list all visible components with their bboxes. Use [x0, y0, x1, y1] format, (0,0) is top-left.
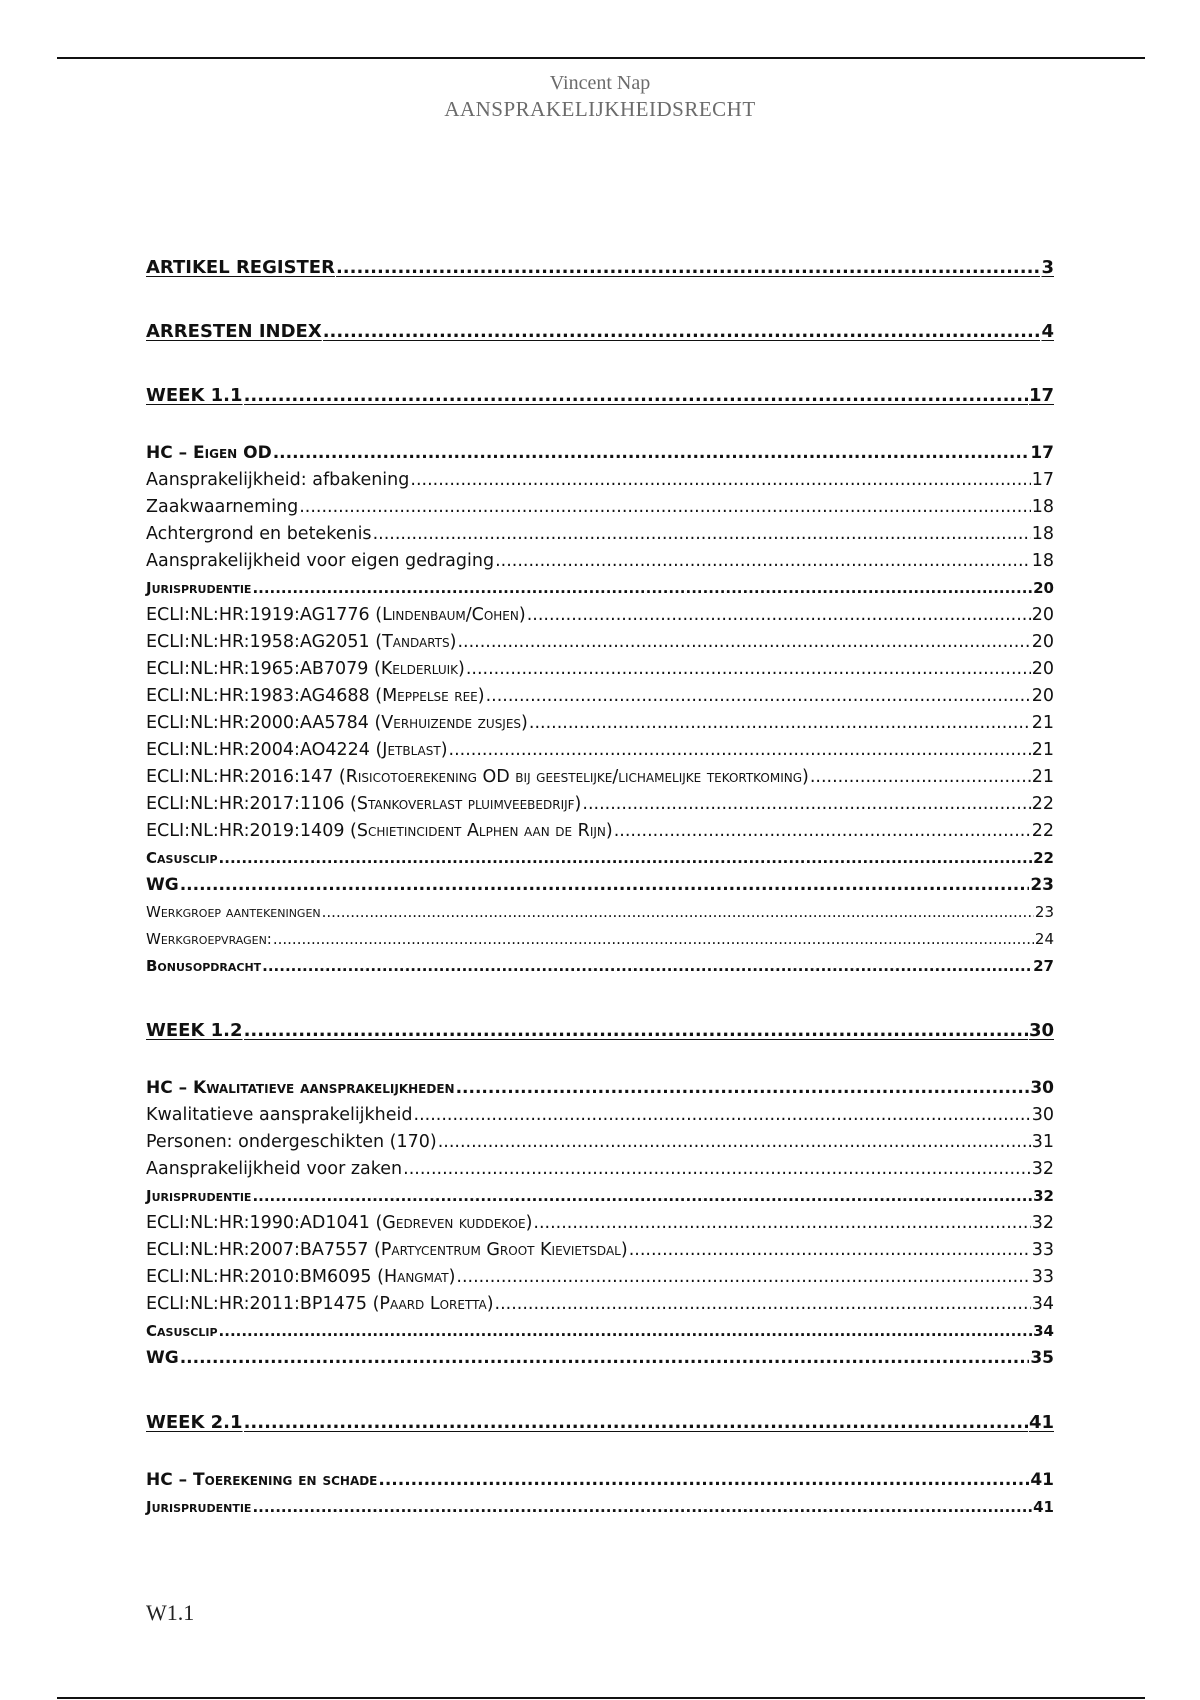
toc-entry-label: ECLI:NL:HR:2010:BM6095 (Hangmat) — [146, 1267, 456, 1287]
document-header — [0, 70, 1200, 122]
toc-entry-page-number: 32 — [1033, 1187, 1054, 1205]
toc-entry-label: Aansprakelijkheid voor zaken — [146, 1159, 403, 1179]
toc-dot-leader — [252, 575, 1032, 602]
toc-entry-label: ECLI:NL:HR:2011:BP1475 (Paard Loretta) — [146, 1294, 494, 1314]
toc-entry[interactable] — [146, 521, 1054, 548]
toc-entry[interactable] — [146, 467, 1054, 494]
toc-entry-page-number: 17 — [1028, 385, 1054, 406]
toc-entry-label: Werkgroepvragen: — [146, 930, 272, 948]
toc-entry-label: ECLI:NL:HR:1990:AD1041 (Gedreven kuddekoe) — [146, 1213, 533, 1233]
toc-entry-page-number: 34 — [1033, 1322, 1054, 1340]
toc-entry-page-number: 22 — [1033, 849, 1054, 867]
toc-entry-label: Kwalitatieve aansprakelijkheid — [146, 1105, 413, 1125]
toc-entry-label: ARRESTEN INDEX — [146, 321, 322, 342]
toc-entry[interactable] — [146, 629, 1054, 656]
toc-entry-page-number: 21 — [1031, 713, 1054, 733]
toc-entry[interactable] — [146, 1264, 1054, 1291]
toc-dot-leader — [466, 656, 1031, 683]
toc-entry[interactable] — [146, 710, 1054, 737]
toc-entry-label: ECLI:NL:HR:1919:AG1776 (Lindenbaum/Cohen) — [146, 605, 526, 625]
toc-entry[interactable] — [146, 254, 1054, 281]
toc-entry[interactable] — [146, 1183, 1054, 1210]
toc-entry-page-number: 20 — [1031, 632, 1054, 652]
toc-entry[interactable] — [146, 926, 1054, 953]
toc-dot-leader — [456, 1075, 1030, 1102]
toc-dot-leader — [529, 710, 1031, 737]
toc-dot-leader — [322, 899, 1034, 926]
toc-entry-page-number: 24 — [1034, 930, 1054, 948]
toc-entry-label: Jurisprudentie — [146, 1187, 252, 1205]
toc-dot-leader — [252, 1494, 1032, 1521]
toc-dot-leader — [449, 737, 1031, 764]
toc-entry-label: WG — [146, 1348, 179, 1368]
toc-entry-label: Jurisprudentie — [146, 579, 252, 597]
toc-dot-leader — [495, 548, 1031, 575]
toc-entry-page-number: 3 — [1041, 257, 1054, 278]
toc-entry-page-number: 33 — [1031, 1267, 1054, 1287]
toc-entry-page-number: 41 — [1030, 1470, 1054, 1490]
toc-entry[interactable] — [146, 1467, 1054, 1494]
toc-dot-leader — [403, 1156, 1031, 1183]
top-rule — [57, 57, 1145, 59]
document-title: AANSPRAKELIJKHEIDSRECHT — [444, 97, 756, 121]
toc-entry-label: Casusclip — [146, 1322, 218, 1340]
toc-entry-page-number: 22 — [1031, 821, 1054, 841]
toc-dot-leader — [252, 1183, 1032, 1210]
toc-entry[interactable] — [146, 872, 1054, 899]
toc-entry-label: Aansprakelijkheid voor eigen gedraging — [146, 551, 495, 571]
toc-entry[interactable] — [146, 440, 1054, 467]
toc-dot-leader — [244, 1017, 1028, 1044]
toc-spacer — [146, 1436, 1054, 1467]
toc-entry[interactable] — [146, 1494, 1054, 1521]
toc-entry[interactable] — [146, 548, 1054, 575]
toc-dot-leader — [378, 1467, 1029, 1494]
toc-dot-leader — [438, 1129, 1031, 1156]
toc-dot-leader — [244, 382, 1028, 409]
toc-dot-leader — [323, 318, 1041, 345]
toc-dot-leader — [486, 683, 1031, 710]
toc-entry-page-number: 23 — [1034, 903, 1054, 921]
toc-dot-leader — [180, 872, 1030, 899]
toc-dot-leader — [527, 602, 1031, 629]
toc-entry[interactable] — [146, 764, 1054, 791]
toc-entry-page-number: 41 — [1028, 1412, 1054, 1433]
toc-dot-leader — [810, 764, 1031, 791]
toc-entry-label: ECLI:NL:HR:2004:AO4224 (Jetblast) — [146, 740, 448, 760]
toc-entry[interactable] — [146, 602, 1054, 629]
toc-entry-label: ARTIKEL REGISTER — [146, 257, 335, 278]
toc-dot-leader — [336, 254, 1041, 281]
toc-dot-leader — [614, 818, 1031, 845]
toc-entry-label: WEEK 2.1 — [146, 1412, 243, 1433]
toc-entry-label: ECLI:NL:HR:1965:AB7079 (Kelderluik) — [146, 659, 465, 679]
toc-entry-page-number: 20 — [1031, 605, 1054, 625]
toc-dot-leader — [262, 953, 1032, 980]
toc-entry-label: ECLI:NL:HR:2017:1106 (Stankoverlast pluimveebedrijf) — [146, 794, 582, 814]
toc-dot-leader — [219, 1318, 1033, 1345]
toc-entry[interactable] — [146, 899, 1054, 926]
toc-dot-leader — [273, 926, 1034, 953]
toc-entry-label: Aansprakelijkheid: afbakening — [146, 470, 410, 490]
toc-entry[interactable] — [146, 1318, 1054, 1345]
toc-dot-leader — [414, 1102, 1031, 1129]
toc-entry[interactable] — [146, 382, 1054, 409]
toc-entry-page-number: 32 — [1031, 1159, 1054, 1179]
toc-entry-page-number: 35 — [1030, 1348, 1054, 1368]
toc-entry-label: HC – Kwalitatieve aansprakelijkheden — [146, 1078, 455, 1098]
table-of-contents — [146, 254, 1054, 1521]
toc-entry[interactable] — [146, 1237, 1054, 1264]
toc-entry-page-number: 4 — [1041, 321, 1054, 342]
toc-entry[interactable] — [146, 1345, 1054, 1372]
toc-entry-label: ECLI:NL:HR:2000:AA5784 (Verhuizende zusjes) — [146, 713, 528, 733]
toc-entry-page-number: 21 — [1031, 740, 1054, 760]
toc-entry[interactable] — [146, 1075, 1054, 1102]
toc-entry-page-number: 21 — [1031, 767, 1054, 787]
toc-dot-leader — [180, 1345, 1030, 1372]
toc-entry[interactable] — [146, 318, 1054, 345]
toc-dot-leader — [533, 1210, 1030, 1237]
toc-spacer — [146, 409, 1054, 440]
toc-spacer — [146, 281, 1054, 318]
toc-entry-label: WG — [146, 875, 179, 895]
toc-entry-label: Achtergrond en betekenis — [146, 524, 372, 544]
toc-entry-page-number: 17 — [1030, 443, 1054, 463]
toc-entry-label: ECLI:NL:HR:1958:AG2051 (Tandarts) — [146, 632, 457, 652]
toc-entry[interactable] — [146, 1409, 1054, 1436]
toc-entry-page-number: 31 — [1031, 1132, 1054, 1152]
toc-entry-page-number: 30 — [1028, 1020, 1054, 1041]
toc-dot-leader — [299, 494, 1031, 521]
toc-dot-leader — [244, 1409, 1028, 1436]
toc-entry-label: ECLI:NL:HR:1983:AG4688 (Meppelse ree) — [146, 686, 485, 706]
toc-entry[interactable] — [146, 1291, 1054, 1318]
toc-spacer — [146, 345, 1054, 382]
footer-section-label: W1.1 — [146, 1600, 195, 1625]
toc-dot-leader — [410, 467, 1030, 494]
toc-entry-label: HC – Toerekening en schade — [146, 1470, 378, 1490]
toc-entry-label: Jurisprudentie — [146, 1498, 252, 1516]
toc-entry-page-number: 34 — [1031, 1294, 1054, 1314]
toc-entry-label: ECLI:NL:HR:2016:147 (Risicotoerekening OD bij geestelijke/lichamelijke tekortkoming) — [146, 767, 809, 787]
toc-entry-label: Zaakwaarneming — [146, 497, 299, 517]
toc-entry-label: ECLI:NL:HR:2019:1409 (Schietincident Alphen aan de Rijn) — [146, 821, 613, 841]
toc-entry[interactable] — [146, 494, 1054, 521]
toc-dot-leader — [273, 440, 1030, 467]
toc-dot-leader — [456, 1264, 1030, 1291]
toc-dot-leader — [629, 1237, 1031, 1264]
toc-entry-page-number: 22 — [1031, 794, 1054, 814]
toc-entry-label: WEEK 1.1 — [146, 385, 243, 406]
toc-entry[interactable] — [146, 791, 1054, 818]
toc-entry-page-number: 32 — [1031, 1213, 1054, 1233]
toc-entry-page-number: 27 — [1033, 957, 1054, 975]
toc-entry-page-number: 30 — [1030, 1078, 1054, 1098]
toc-spacer — [146, 980, 1054, 1017]
toc-entry[interactable] — [146, 1017, 1054, 1044]
toc-entry[interactable] — [146, 683, 1054, 710]
toc-entry-page-number: 18 — [1031, 551, 1054, 571]
toc-dot-leader — [495, 1291, 1031, 1318]
toc-entry-label: Werkgroep aantekeningen — [146, 903, 321, 921]
toc-entry[interactable] — [146, 1129, 1054, 1156]
toc-spacer — [146, 1372, 1054, 1409]
toc-entry[interactable] — [146, 737, 1054, 764]
toc-entry[interactable] — [146, 656, 1054, 683]
toc-entry-page-number: 18 — [1031, 497, 1054, 517]
toc-entry-page-number: 20 — [1033, 579, 1054, 597]
author-name: Vincent Nap — [549, 72, 651, 94]
toc-entry-page-number: 20 — [1031, 686, 1054, 706]
toc-dot-leader — [373, 521, 1031, 548]
toc-entry[interactable] — [146, 1102, 1054, 1129]
toc-dot-leader — [457, 629, 1030, 656]
toc-entry[interactable] — [146, 1210, 1054, 1237]
toc-entry-page-number: 33 — [1031, 1240, 1054, 1260]
toc-entry-page-number: 23 — [1030, 875, 1054, 895]
toc-dot-leader — [219, 845, 1033, 872]
toc-entry-page-number: 20 — [1031, 659, 1054, 679]
toc-spacer — [146, 1044, 1054, 1075]
toc-entry[interactable] — [146, 845, 1054, 872]
toc-entry[interactable] — [146, 818, 1054, 845]
toc-entry-label: WEEK 1.2 — [146, 1020, 243, 1041]
toc-entry-page-number: 30 — [1031, 1105, 1054, 1125]
toc-entry-page-number: 41 — [1033, 1498, 1054, 1516]
toc-entry-page-number: 18 — [1031, 524, 1054, 544]
toc-entry-label: HC – Eigen OD — [146, 443, 272, 463]
toc-entry-label: ECLI:NL:HR:2007:BA7557 (Partycentrum Groot Kievietsdal) — [146, 1240, 628, 1260]
toc-entry[interactable] — [146, 953, 1054, 980]
toc-entry-label: Bonusopdracht — [146, 957, 262, 975]
toc-entry[interactable] — [146, 575, 1054, 602]
toc-entry-label: Casusclip — [146, 849, 218, 867]
bottom-rule — [57, 1697, 1145, 1699]
toc-entry-label: Personen: ondergeschikten (170) — [146, 1132, 437, 1152]
toc-entry-page-number: 17 — [1031, 470, 1054, 490]
toc-dot-leader — [582, 791, 1030, 818]
toc-entry[interactable] — [146, 1156, 1054, 1183]
